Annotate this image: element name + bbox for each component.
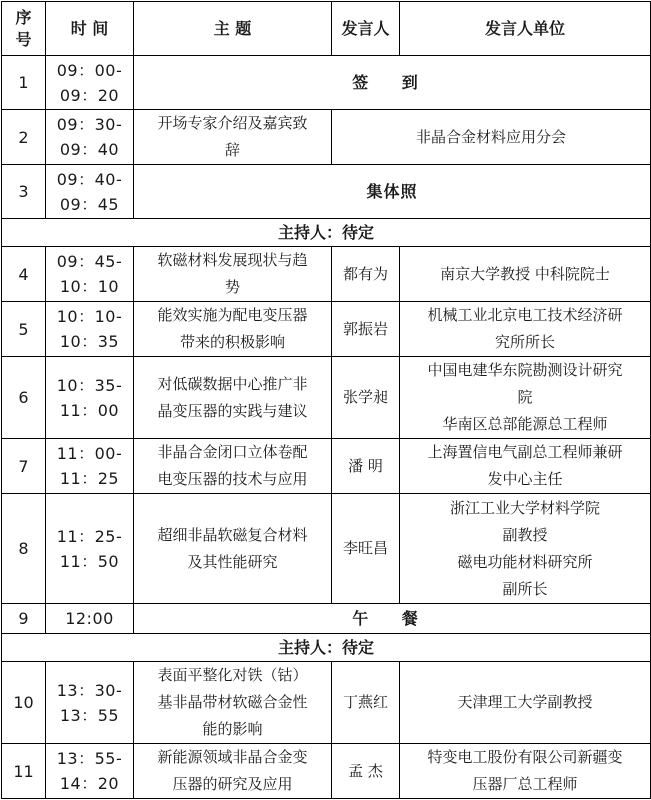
table-row [2,302,651,357]
row-number: 6 [2,357,46,439]
table-row [2,604,651,634]
row-speaker: 郭振岩 [332,302,400,357]
row-speaker: 都有为 [332,247,400,302]
table-row [2,662,651,744]
row-merged-org: 非晶合金材料应用分会 [332,110,651,165]
table-row [2,165,651,219]
row-number: 1 [2,56,46,110]
agenda-table [1,1,651,799]
row-merged-activity: 集体照 [134,165,651,219]
table-row [2,56,651,110]
row-time: 09：30- 09：40 [46,110,134,165]
row-time: 09：45- 10：10 [46,247,134,302]
row-speaker: 潘 明 [332,439,400,494]
table-row [2,357,651,439]
row-topic: 能效实施为配电变压器 带来的积极影响 [134,302,332,357]
row-number: 2 [2,110,46,165]
row-topic: 非晶合金闭口立体卷配 电变压器的技术与应用 [134,439,332,494]
row-time: 11：25- 11：50 [46,494,134,604]
row-org: 上海置信电气副总工程师兼研 发中心主任 [400,439,651,494]
row-time: 11：00- 11：25 [46,439,134,494]
host-row [2,219,651,247]
row-topic: 对低碳数据中心推广非 晶变压器的实践与建议 [134,357,332,439]
table-row [2,110,651,165]
table-row [2,494,651,604]
row-time: 13：30- 13：55 [46,662,134,744]
row-org: 浙江工业大学材料学院 副教授 磁电功能材料研究所 副所长 [400,494,651,604]
row-speaker: 张学昶 [332,357,400,439]
row-number: 4 [2,247,46,302]
row-org: 南京大学教授 中科院院士 [400,247,651,302]
row-speaker: 丁燕红 [332,662,400,744]
row-topic: 软磁材料发展现状与趋 势 [134,247,332,302]
row-time: 10：10- 10：35 [46,302,134,357]
header-seq: 序号 [2,2,46,56]
row-number: 5 [2,302,46,357]
row-org: 中国电建华东院勘测设计研究 院 华南区总部能源总工程师 [400,357,651,439]
row-number: 9 [2,604,46,634]
row-time: 09：40- 09：45 [46,165,134,219]
row-org: 特变电工股份有限公司新疆变 压器厂总工程师 [400,744,651,799]
row-number: 8 [2,494,46,604]
row-topic: 表面平整化对铁（钴） 基非晶带材软磁合金性 能的影响 [134,662,332,744]
host-label: 主持人：待定 [2,219,651,247]
row-number: 10 [2,662,46,744]
row-time: 10：35- 11：00 [46,357,134,439]
row-org: 机械工业北京电工技术经济研 究所所长 [400,302,651,357]
row-speaker: 李旺昌 [332,494,400,604]
row-number: 3 [2,165,46,219]
table-row [2,744,651,799]
row-merged-activity: 午 餐 [134,604,651,634]
row-number: 11 [2,744,46,799]
table-row [2,439,651,494]
row-time: 12:00 [46,604,134,634]
row-number: 7 [2,439,46,494]
row-time: 13：55- 14：20 [46,744,134,799]
row-topic: 开场专家介绍及嘉宾致 辞 [134,110,332,165]
row-merged-activity: 签 到 [134,56,651,110]
header-time: 时 间 [46,2,134,56]
row-time: 09：00- 09：20 [46,56,134,110]
row-topic: 超细非晶软磁复合材料 及其性能研究 [134,494,332,604]
table-row [2,247,651,302]
row-speaker: 孟 杰 [332,744,400,799]
header-speaker: 发言人 [332,2,400,56]
row-topic: 新能源领域非晶合金变 压器的研究及应用 [134,744,332,799]
row-org: 天津理工大学副教授 [400,662,651,744]
host-row [2,634,651,662]
header-row [2,2,651,56]
header-org: 发言人单位 [400,2,651,56]
host-label: 主持人：待定 [2,634,651,662]
header-topic: 主 题 [134,2,332,56]
